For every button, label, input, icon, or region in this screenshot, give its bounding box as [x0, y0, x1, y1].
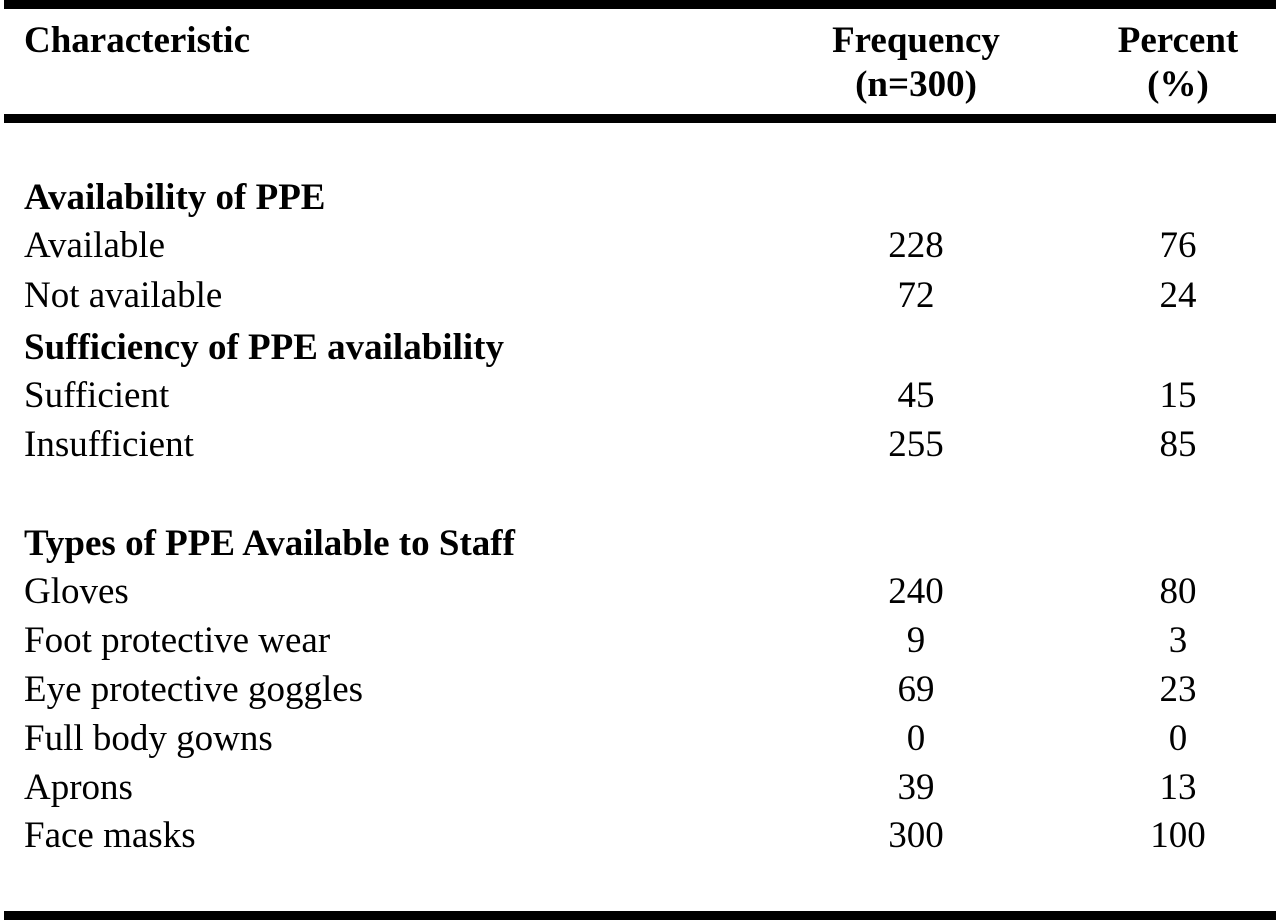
row-percent: 0	[1168, 718, 1188, 759]
row-frequency: 9	[906, 620, 926, 661]
row-label: Sufficient	[24, 375, 170, 416]
row-frequency: 72	[897, 275, 935, 316]
header-characteristic: Characteristic	[24, 20, 251, 61]
table-row	[0, 222, 1280, 270]
section-heading-sufficiency	[0, 324, 1280, 372]
section-title: Sufficiency of PPE availability	[24, 327, 504, 368]
row-label: Eye protective goggles	[24, 669, 364, 710]
row-label: Face masks	[24, 815, 196, 856]
table-row	[0, 617, 1280, 665]
section-heading-availability	[0, 174, 1280, 222]
row-label: Foot protective wear	[24, 620, 331, 661]
row-label: Gloves	[24, 571, 129, 612]
row-percent: 85	[1159, 424, 1197, 465]
row-percent: 76	[1159, 225, 1197, 266]
section-title: Availability of PPE	[24, 177, 326, 218]
row-percent: 23	[1159, 669, 1197, 710]
header-frequency-line1: Frequency	[832, 20, 1000, 61]
row-frequency: 69	[897, 669, 935, 710]
row-label: Insufficient	[24, 424, 194, 465]
header-frequency	[800, 19, 1032, 107]
table-top-rule	[4, 0, 1276, 9]
table-bottom-rule	[4, 911, 1276, 920]
header-percent-line2: (%)	[1147, 64, 1209, 105]
row-label: Full body gowns	[24, 718, 273, 759]
table-row	[0, 715, 1280, 763]
row-frequency: 240	[888, 571, 944, 612]
table-row	[0, 812, 1280, 860]
row-label: Available	[24, 225, 166, 266]
header-percent	[1096, 19, 1260, 107]
row-label: Aprons	[24, 767, 133, 808]
table-row	[0, 372, 1280, 420]
row-percent: 13	[1159, 767, 1197, 808]
header-bottom-rule	[4, 114, 1276, 123]
row-percent: 80	[1159, 571, 1197, 612]
header-percent-line1: Percent	[1117, 20, 1239, 61]
row-frequency: 228	[888, 225, 944, 266]
table-row	[0, 272, 1280, 320]
table-row	[0, 666, 1280, 714]
header-frequency-line2: (n=300)	[855, 64, 977, 105]
section-title: Types of PPE Available to Staff	[24, 523, 515, 564]
row-frequency: 0	[906, 718, 926, 759]
row-label: Not available	[24, 275, 223, 316]
row-percent: 100	[1150, 815, 1206, 856]
row-percent: 3	[1168, 620, 1188, 661]
row-frequency: 300	[888, 815, 944, 856]
row-percent: 24	[1159, 275, 1197, 316]
table-row	[0, 764, 1280, 812]
row-frequency: 255	[888, 424, 944, 465]
section-heading-types	[0, 520, 1280, 568]
row-frequency: 39	[897, 767, 935, 808]
row-percent: 15	[1159, 375, 1197, 416]
table-row	[0, 421, 1280, 469]
table-row	[0, 568, 1280, 616]
row-frequency: 45	[897, 375, 935, 416]
